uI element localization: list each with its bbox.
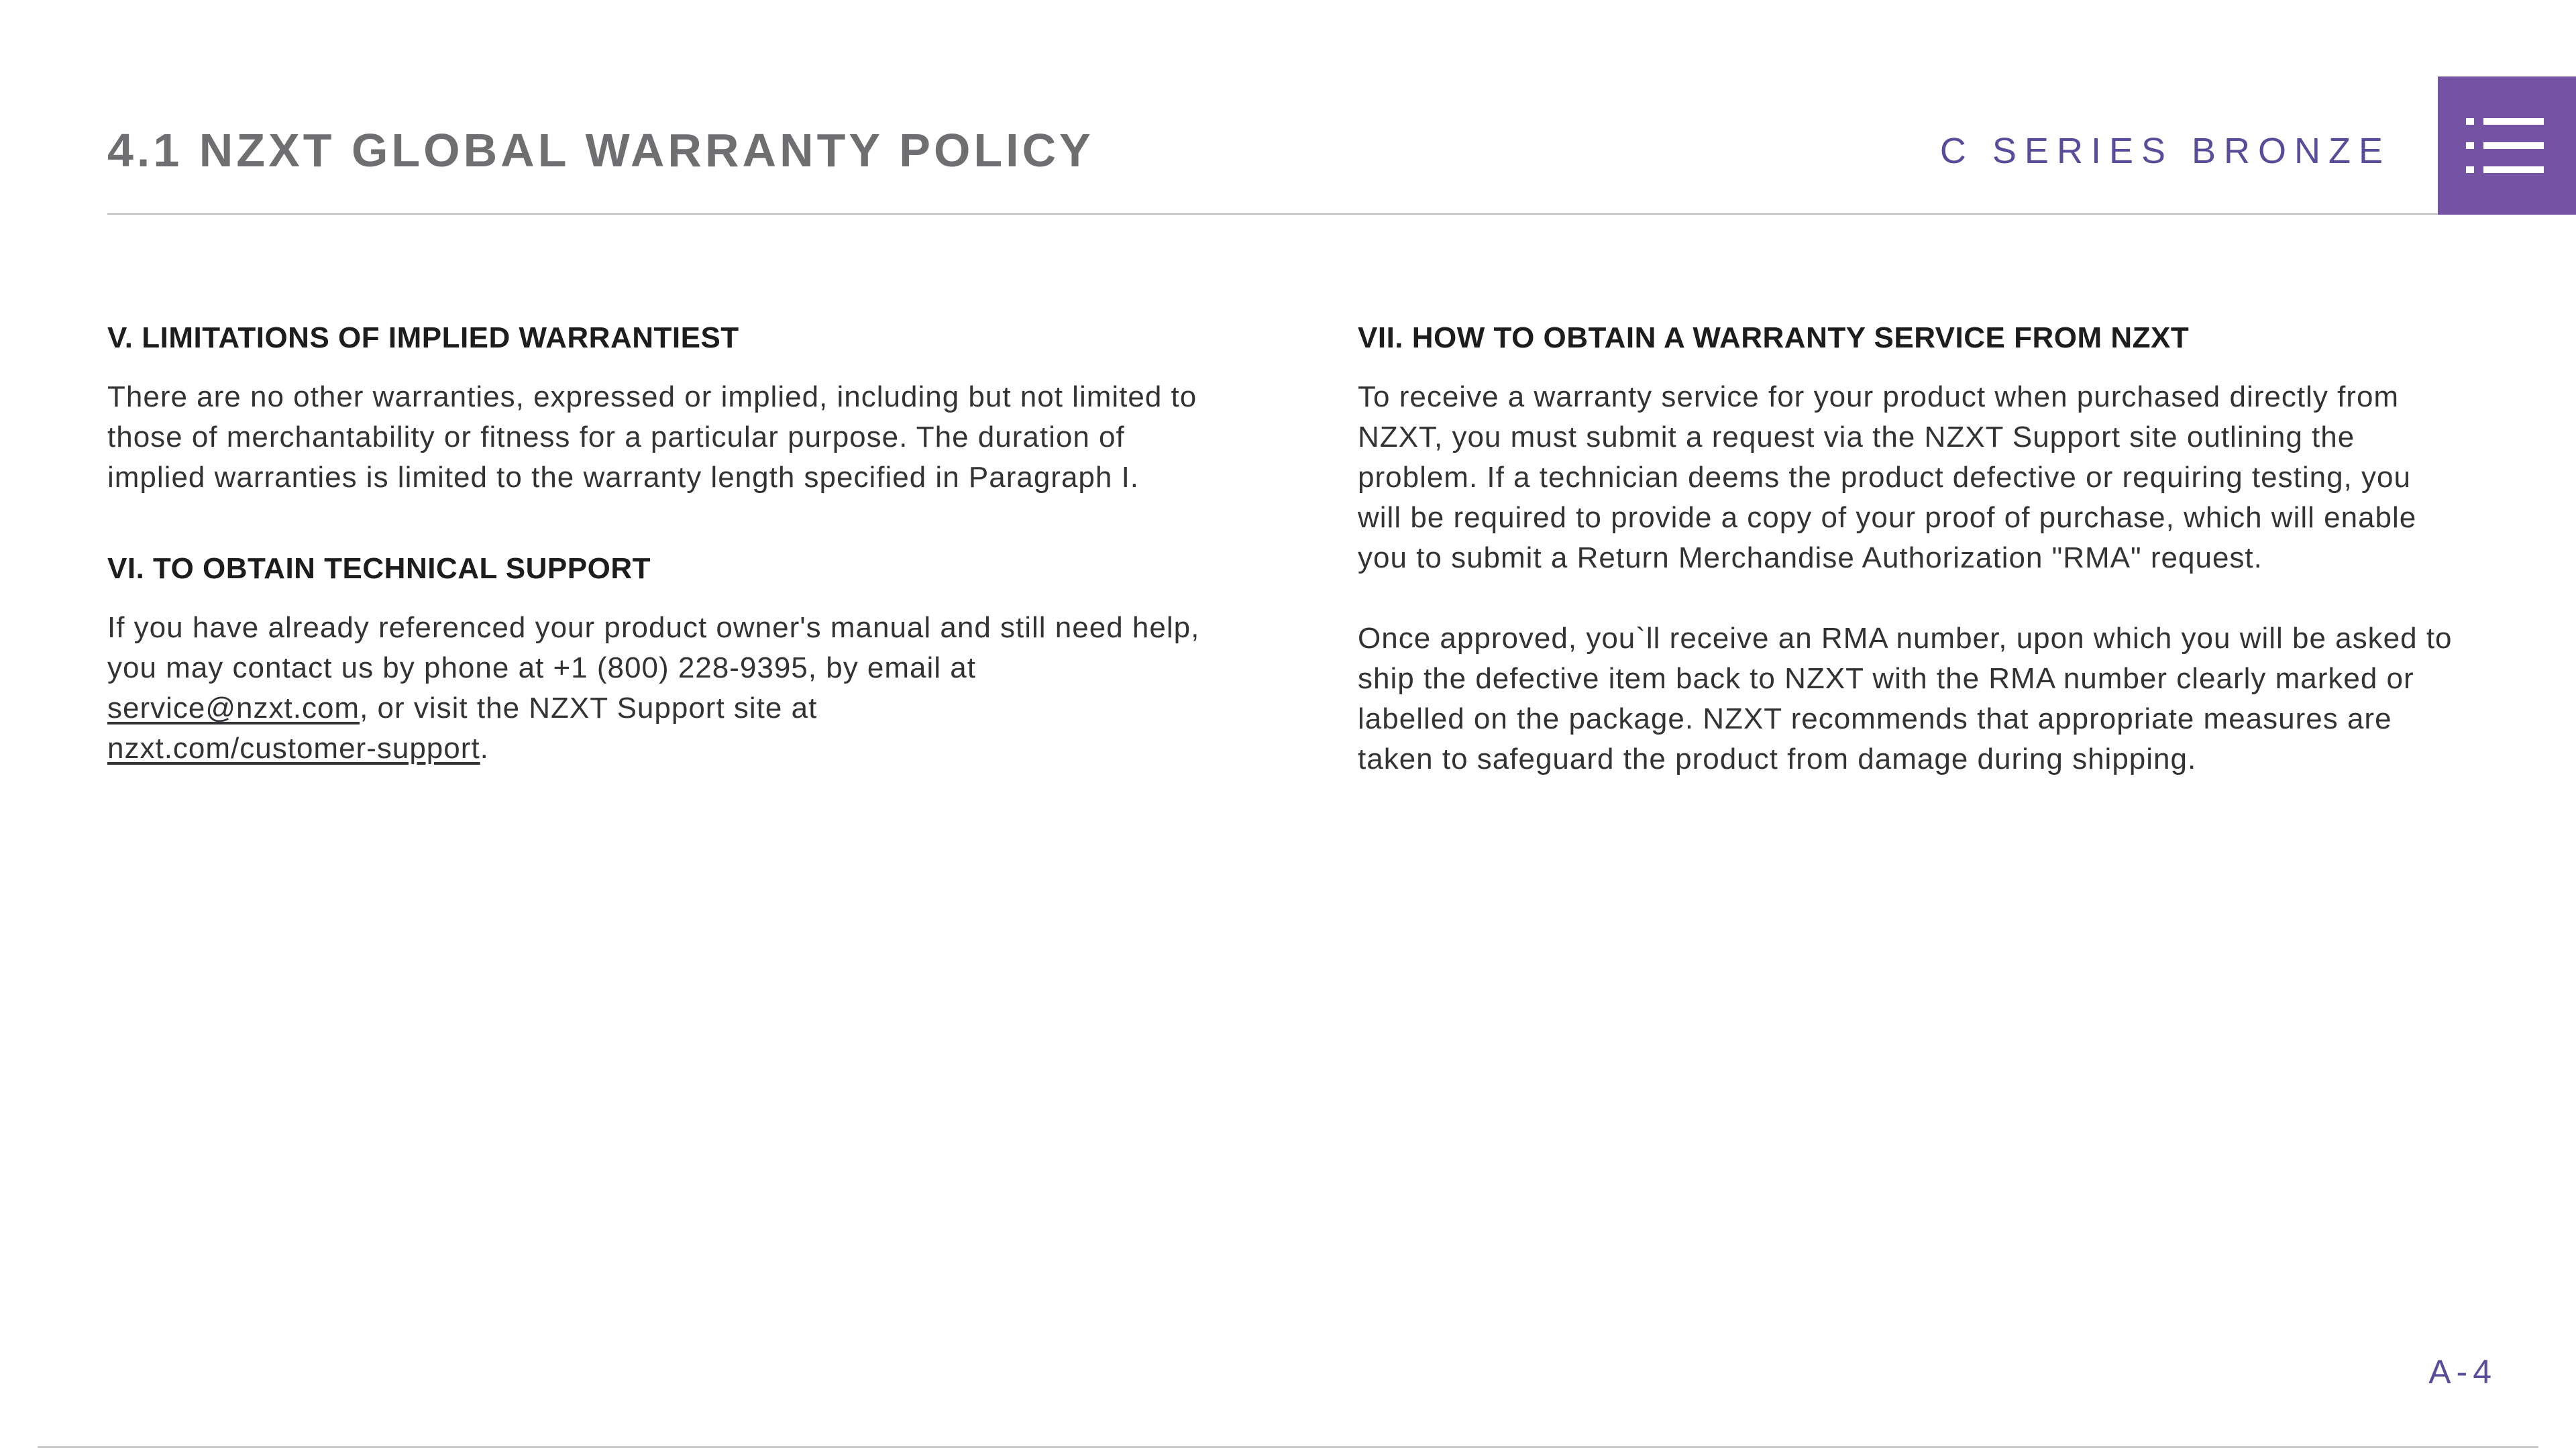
section-limitations — [107, 318, 1208, 498]
left-column — [107, 318, 1208, 769]
support-site-link[interactable]: nzxt.com/customer-support — [107, 732, 480, 765]
section-body-technical-support — [107, 608, 1208, 769]
footer-divider — [38, 1446, 2538, 1448]
page-number: A-4 — [2428, 1353, 2497, 1391]
support-text-part1: If you have already referenced your product owner's manual and still need help, you may contact us by phone at +1 (800) 228-9395, by email at — [107, 611, 1200, 684]
right-column — [1358, 318, 2458, 780]
header-divider — [107, 213, 2438, 215]
product-name: C SERIES BRONZE — [1939, 131, 2391, 171]
menu-button[interactable] — [2438, 76, 2576, 215]
section-technical-support — [107, 549, 1208, 769]
list-menu-icon — [2438, 76, 2576, 215]
section-body-limitations: There are no other warranties, expressed or implied, including but not limited to those of merchantability or fitness for a particular purpose. The duration of implied warranties is limited to the warranty length specified in Paragraph I. — [107, 380, 1197, 494]
warranty-service-paragraph-2: Once approved, you`ll receive an RMA number, upon which you will be asked to ship the defective item back to NZXT with the RMA number clearly marked or labelled on the package. NZXT recommends that appropriate measures are taken to safeguard the product from damage during shipping. — [1358, 622, 2453, 775]
warranty-service-paragraph-1: To receive a warranty service for your product when purchased directly from NZXT, you must submit a request via the NZXT Support site outlining the problem. If a technician deems the product defective or requiring testing, you will be required to provide a copy of your proof of purchase, which will enable you to submit a Return Merchandise Authorization "RMA" request. — [1358, 380, 2417, 574]
support-text-part2: , or visit the NZXT Support site at — [360, 692, 818, 724]
section-heading-technical-support: VI. TO OBTAIN TECHNICAL SUPPORT — [107, 552, 651, 585]
email-link[interactable]: service@nzxt.com — [107, 692, 360, 724]
page-title: 4.1 NZXT GLOBAL WARRANTY POLICY — [107, 124, 1094, 176]
section-heading-warranty-service: VII. HOW TO OBTAIN A WARRANTY SERVICE FROM NZXT — [1358, 321, 2190, 354]
section-warranty-service — [1358, 318, 2458, 780]
section-heading-limitations: V. LIMITATIONS OF IMPLIED WARRANTIEST — [107, 321, 739, 354]
support-text-part3: . — [480, 732, 489, 765]
